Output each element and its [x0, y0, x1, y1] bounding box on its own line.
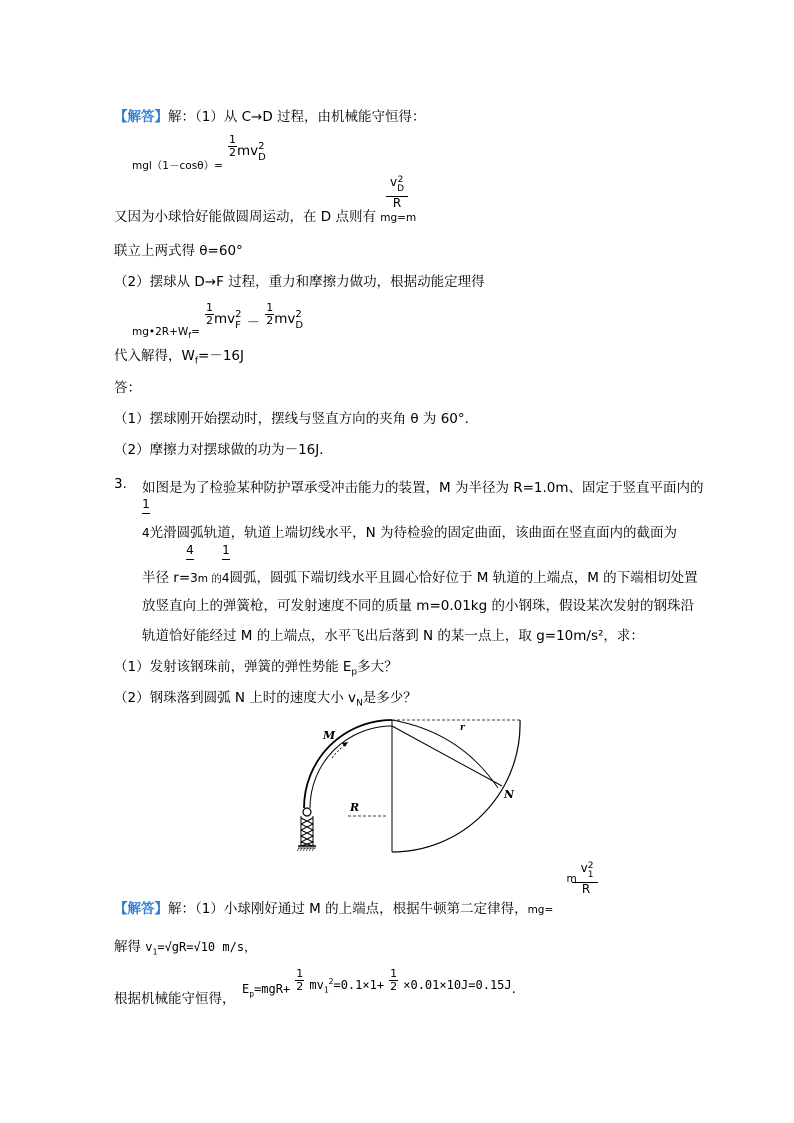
surface-N: [392, 720, 520, 852]
answer-1: （1）摆球刚开始摆动时，摆线与竖直方向的夹角 θ 为 60°．: [114, 411, 479, 427]
answer-2: （2）摩擦力对摆球做的功为－16J．: [114, 442, 333, 458]
steel-ball: [303, 808, 311, 816]
fraction-quarter: 1: [142, 498, 150, 516]
answer-label: 答：: [114, 380, 141, 396]
fraction-vD2-over-R: v 2 D R: [386, 176, 408, 210]
fraction-m-v1sq-over-R: m v 2 1 R: [562, 862, 598, 896]
solution-1-intro: 【解答】解：（1）从 C→D 过程，由机械能守恒得：: [114, 109, 426, 125]
radius-r-line: [392, 726, 502, 786]
dynamics-theorem-intro: （2）摆球从 D→F 过程，重力和摩擦力做功，根据动能定理得: [114, 274, 485, 290]
question-3-part-2: （2）钢珠落到圆弧 N 上时的速度大小 $v_N$是多少？: [114, 690, 417, 709]
question-3-line-5: 轨道恰好能经过 M 的上端点，水平飞出后落到 N 的某一点上，取 g=10m/s²，求：: [142, 628, 644, 644]
apparatus-figure: [290, 712, 540, 862]
question-number: 3.: [114, 476, 127, 492]
trajectory: [392, 720, 498, 788]
equation-work-energy: $_{mg•2R+W_f=}$ $\frac{1}{2}$ $_{mv}$ 2 F $_-$ $\frac{1}{2}$ $_{mv}$ 2 D: [132, 301, 304, 341]
label-r: r: [460, 723, 465, 733]
track-M-outer: [304, 720, 392, 808]
label-N: N: [504, 788, 515, 801]
question-3-line-4: 放竖直向上的弹簧枪，可发射速度不同的质量 m=0.01kg 的小钢珠，假设某次发射的钢珠沿: [142, 598, 694, 614]
spring-gun: [297, 816, 316, 851]
label-M: M: [323, 729, 336, 742]
solution-3-line-2: 解得 $v_1=√gR=√10$ m/s，: [114, 939, 257, 957]
fraction-r: 4: [186, 544, 194, 562]
question-3-part-1: （1）发射该钢珠前，弹簧的弹性势能 $E_p$多大？: [114, 659, 398, 678]
solution-3-line-1: 【解答】解：（1）小球刚好通过 M 的上端点，根据牛顿第二定律得，mg=: [114, 901, 554, 917]
fraction-half: $\frac{1}{2}$: [228, 133, 236, 159]
equation-energy-conservation: $_{mgl(1-cos\theta)=}$ $\frac{1}{2}$ $_{mv}$ 2 D: [132, 133, 266, 172]
solution-3-line-3: 根据机械能守恒得，: [114, 991, 236, 1007]
answer-tag: 【解答】: [114, 109, 168, 125]
question-3-line-1: 如图是为了检验某种防护罩承受冲击能力的装置，M 为半径为 R=1.0m、固定于竖直平面内的: [142, 480, 704, 496]
combined-result: 联立上两式得 θ=60°: [114, 243, 243, 259]
fraction-quarter-2: 1: [222, 544, 230, 562]
circular-motion-condition: 又因为小球恰好能做圆周运动，在 D 点则有 mg=m: [114, 209, 417, 225]
substitution-result: 代入解得，$W_f=-16J$: [114, 348, 245, 367]
equation-elastic-energy: $_{E_p=mgR+}$ $\frac{1}{2}$ $_{mv_1^2=0.1\times 1+}$ $\frac{1}{2}$ $_{\times 0.01\times 10J=0.15J.}$: [242, 967, 516, 999]
label-R: R: [350, 801, 360, 814]
question-3-line-3: 半径 r=3m 的4圆弧，圆弧下端切线水平且圆心恰好位于 M 轨道的上端点，M 的下端相切处置: [142, 570, 698, 586]
question-3-line-2: 4光滑圆弧轨道，轨道上端切线水平，N 为待检验的固定曲面，该曲面在竖直面内的截面为: [142, 525, 678, 541]
